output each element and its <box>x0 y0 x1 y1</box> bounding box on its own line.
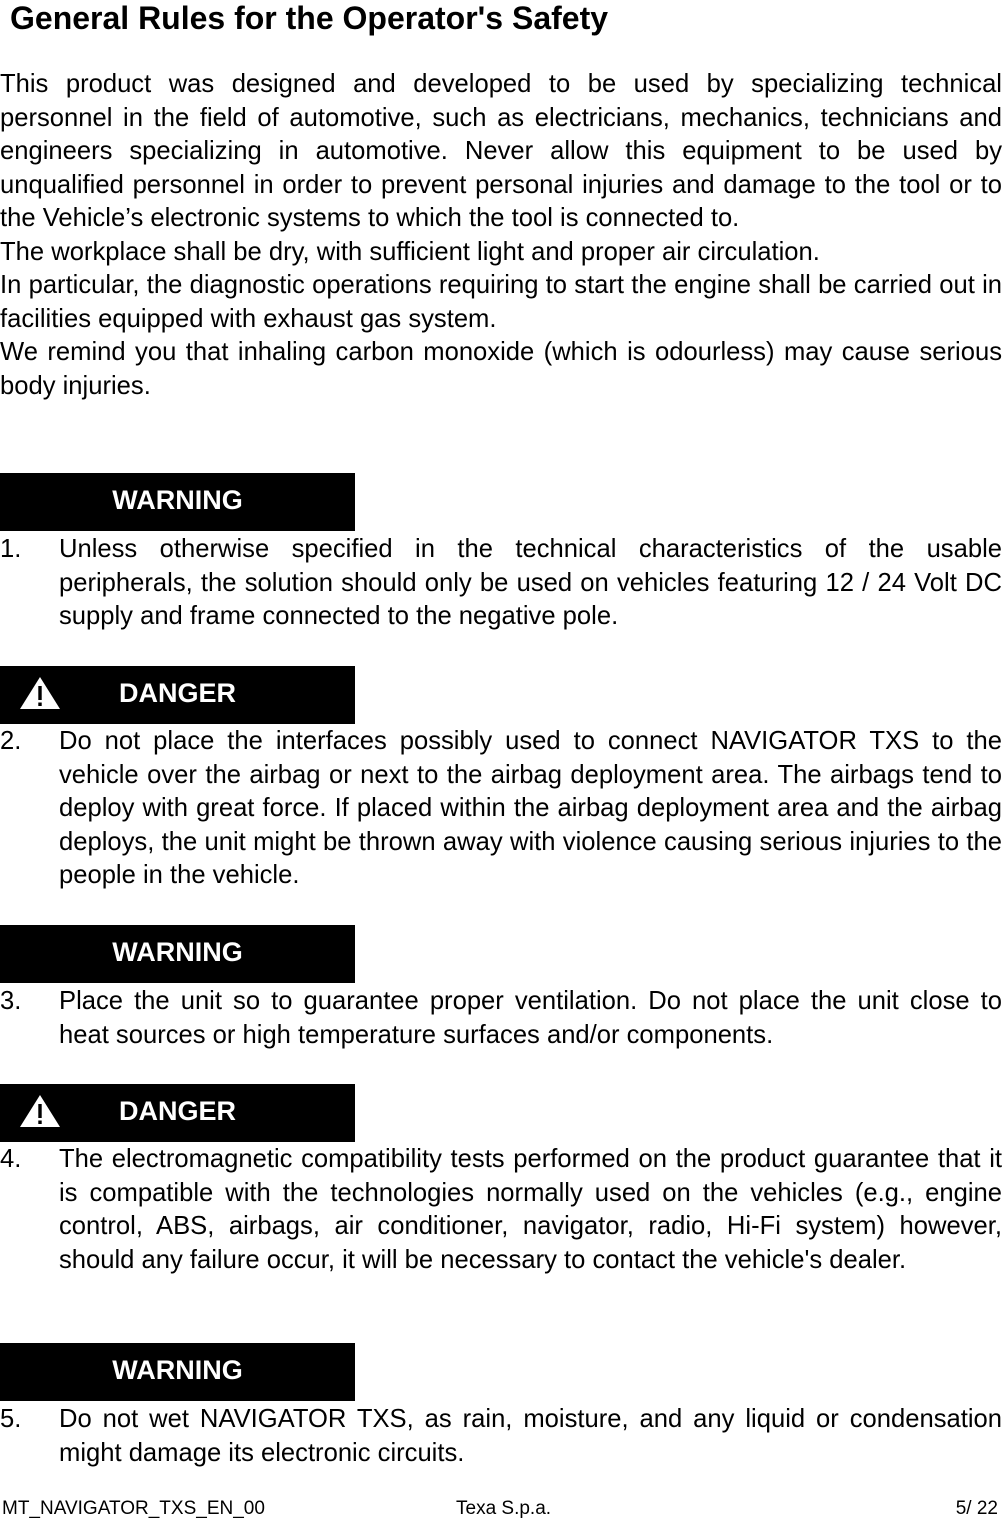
warning-badge <box>0 925 355 983</box>
list-item <box>0 725 1002 893</box>
warning-badge <box>0 1343 355 1401</box>
badge-label: DANGER <box>118 678 236 708</box>
intro-paragraph: This product was designed and developed to be used by specializing technical personnel in the field of automotive, such as electricians, mechanics, technicians and engineers specializing in automotive. Never allow this equipment to be used by unqualified personnel in order to prevent personal injuries and damage to the tool or to the Vehicle’s electronic systems to which the tool is connected to. <box>0 70 1002 232</box>
item-number: 2. <box>0 727 22 755</box>
page-footer <box>0 1495 1004 1523</box>
item-text: Place the unit so to guarantee proper ventilation. Do not place the unit close to heat sources or high temperature surfaces and/or components. <box>59 987 1002 1049</box>
badge-label: WARNING <box>112 1355 243 1385</box>
intro-paragraph: The workplace shall be dry, with sufficient light and proper air circulation. <box>0 237 820 266</box>
footer-page-number: 5/ 22 <box>955 1498 998 1519</box>
badge-label: WARNING <box>112 485 243 515</box>
page-title: General Rules for the Operator's Safety <box>10 0 609 36</box>
list-item <box>0 1143 1002 1277</box>
item-text: Do not wet NAVIGATOR TXS, as rain, moisture, and any liquid or condensation might damage its electronic circuits. <box>59 1405 1002 1467</box>
item-text: The electromagnetic compatibility tests performed on the product guarantee that it is compatible with the technologies normally used on the vehicles (e.g., engine control, ABS, airbags, air conditioner, navigator, radio, Hi-Fi system) however, should any failure occur, it will be necessary to contact the vehicle's dealer. <box>59 1145 1002 1274</box>
intro-paragraph: We remind you that inhaling carbon monoxide (which is odourless) may cause serious body injuries. <box>0 338 1002 400</box>
intro-paragraph: In particular, the diagnostic operations requiring to start the engine shall be carried out in facilities equipped with exhaust gas system. <box>0 271 1002 333</box>
list-item <box>0 533 1002 634</box>
item-text: Do not place the interfaces possibly used to connect NAVIGATOR TXS to the vehicle over the airbag or next to the airbag deployment area. The airbags tend to deploy with great force. If placed within the airbag deployment area and the airbag deploys, the unit might be thrown away with violence causing serious injuries to the people in the vehicle. <box>59 727 1002 889</box>
intro-text <box>0 68 1002 403</box>
badge-label: DANGER <box>118 1096 236 1126</box>
item-number: 1. <box>0 535 22 563</box>
warning-badge <box>0 473 355 531</box>
item-number: 3. <box>0 987 22 1015</box>
list-item <box>0 1403 1002 1470</box>
item-text: Unless otherwise specified in the technical characteristics of the usable peripherals, the solution should only be used on vehicles featuring 12 / 24 Volt DC supply and frame connected to the negative pole. <box>59 535 1002 630</box>
danger-badge <box>0 666 355 724</box>
footer-doc-code: MT_NAVIGATOR_TXS_EN_00 <box>2 1498 265 1519</box>
footer-company: Texa S.p.a. <box>456 1498 552 1519</box>
item-number: 5. <box>0 1405 22 1433</box>
danger-badge <box>0 1084 355 1142</box>
list-item <box>0 985 1002 1052</box>
badge-label: WARNING <box>112 937 243 967</box>
item-number: 4. <box>0 1145 22 1173</box>
